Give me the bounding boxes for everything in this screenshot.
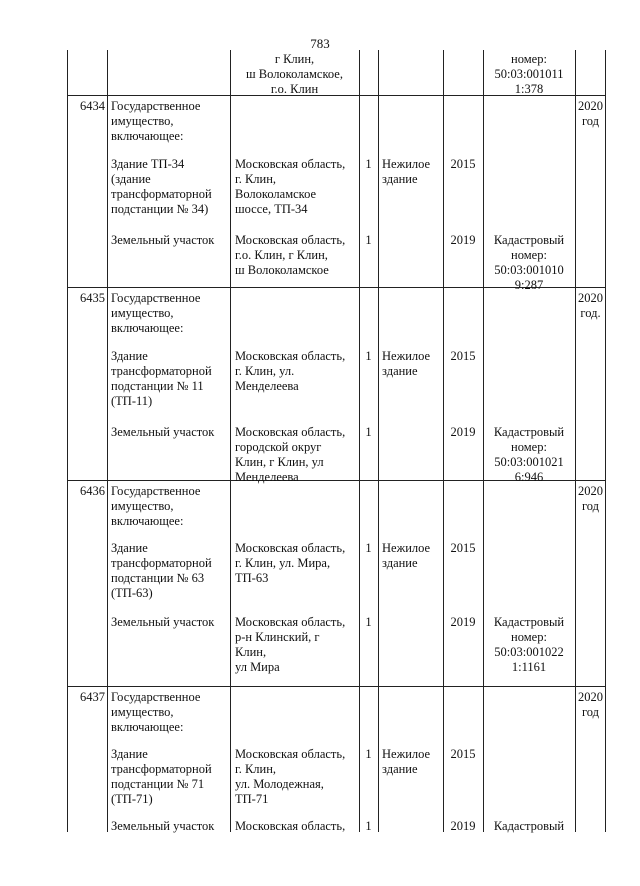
item-name: Земельный участок (111, 819, 215, 833)
item-qty: 1 (365, 747, 372, 761)
item-address: Московская область, г. Клин, ул. Молодежная, ТП-71 (235, 747, 346, 806)
item-qty: 1 (365, 819, 372, 833)
item-qty: 1 (365, 425, 372, 439)
record-group: Государственное имущество, включающее: (111, 291, 201, 335)
item-qty: 1 (365, 233, 372, 247)
page-number: 783 (310, 36, 330, 51)
record-year-note: 2020 год. (578, 291, 603, 320)
item-note: Кадастровый номер: 50:03:001022 1:1161 (493, 615, 565, 674)
item-address: Московская область, (235, 819, 346, 833)
item-qty: 1 (365, 615, 372, 629)
item-year: 2015 (450, 349, 476, 363)
item-year: 2015 (450, 157, 476, 171)
item-note: Кадастровый номер: 50:03:001010 9:287 (493, 233, 565, 292)
item-address: Московская область, г.о. Клин, г Клин, ш Волоколамское (235, 233, 346, 277)
record-year-note: 2020 год (578, 99, 603, 128)
row-separator (67, 686, 606, 687)
item-qty: 1 (365, 541, 372, 555)
record-number: 6437 (80, 690, 105, 704)
item-year: 2015 (450, 541, 476, 555)
item-qty: 1 (365, 157, 372, 171)
item-year: 2019 (450, 615, 476, 629)
record-number: 6436 (80, 484, 105, 498)
item-name: Земельный участок (111, 425, 215, 439)
item-name: Здание трансформаторной подстанции № 71 (ТП-71) (111, 747, 212, 806)
carry-note: номер: 50:03:001011 1:378 (494, 52, 564, 96)
item-name: Здание трансформаторной подстанции № 63 (ТП-63) (111, 541, 212, 600)
col-border-qty (378, 50, 379, 832)
item-name: Здание ТП-34 (здание трансформаторной подстанции № 34) (111, 157, 212, 216)
col-border-right (605, 50, 606, 832)
item-year: 2019 (450, 233, 476, 247)
record-number: 6435 (80, 291, 105, 305)
item-name: Здание трансформаторной подстанции № 11 (ТП-11) (111, 349, 212, 408)
item-note: Кадастровый номер: 50:03:001021 6:946 (493, 425, 565, 484)
record-group: Государственное имущество, включающее: (111, 99, 201, 143)
item-address: Московская область, городской округ Клин, г Клин, ул Менделеева (235, 425, 346, 484)
item-type: Нежилое здание (382, 541, 431, 570)
col-border-name (230, 50, 231, 832)
item-address: Московская область, г. Клин, Волоколамское шоссе, ТП-34 (235, 157, 346, 216)
item-note: Кадастровый (493, 819, 565, 833)
carry-address: г Клин, ш Волоколамское, г.о. Клин (246, 52, 343, 96)
item-address: Московская область, г. Клин, ул. Мира, ТП-63 (235, 541, 346, 585)
col-border-left (67, 50, 68, 832)
item-name: Земельный участок (111, 233, 215, 247)
col-border-num (107, 50, 108, 832)
item-year: 2019 (450, 425, 476, 439)
item-type: Нежилое здание (382, 157, 431, 186)
record-group: Государственное имущество, включающее: (111, 690, 201, 734)
item-qty: 1 (365, 349, 372, 363)
item-type: Нежилое здание (382, 747, 431, 776)
item-address: Московская область, г. Клин, ул. Менделеева (235, 349, 346, 393)
record-number: 6434 (80, 99, 105, 113)
record-group: Государственное имущество, включающее: (111, 484, 201, 528)
record-year-note: 2020 год (578, 484, 603, 513)
item-address: Московская область, р-н Клинский, г Клин, ул Мира (235, 615, 346, 674)
item-type: Нежилое здание (382, 349, 431, 378)
item-year: 2015 (450, 747, 476, 761)
item-name: Земельный участок (111, 615, 215, 629)
property-table (67, 50, 606, 832)
item-year: 2019 (450, 819, 476, 833)
record-year-note: 2020 год (578, 690, 603, 719)
col-border-year (483, 50, 484, 832)
